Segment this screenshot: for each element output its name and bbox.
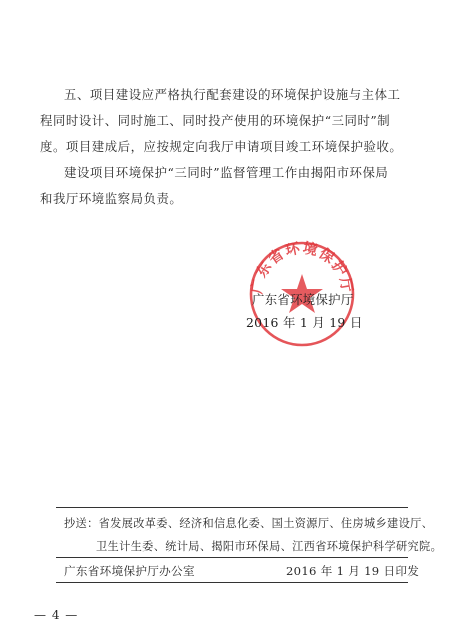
print-date: 2016 年 1 月 19 日印发 (286, 564, 420, 578)
signature-organization: 广东省环境保护厅 (252, 292, 354, 307)
cc-bottom-rule (56, 557, 408, 558)
paragraph-supervision-line-2: 和我厅环境监察局负责。 (40, 191, 183, 206)
paragraph-supervision-line-1: 建设项目环境保护“三同时”监督管理工作由揭阳市环保局 (64, 165, 389, 180)
svg-text:广东省环境保护厅: 广东省环境保护厅 (249, 240, 355, 296)
paragraph-five-line-1: 五、项目建设应严格执行配套建设的环境保护设施与主体工 (64, 87, 401, 102)
paragraph-five-line-3: 度。项目建成后，应按规定向我厅申请项目竣工环境保护验收。 (40, 139, 403, 154)
cc-line-2: 卫生计生委、统计局、揭阳市环保局、江西省环境保护科学研究院。 (96, 540, 443, 553)
issuing-office: 广东省环境保护厅办公室 (64, 564, 195, 578)
footer-bottom-rule (56, 582, 408, 583)
paragraph-five-line-2: 程同时设计、同时施工、同时投产使用的环境保护“三同时”制 (40, 113, 391, 128)
page-number: — 4 — (34, 608, 79, 622)
cc-line-1: 抄送：省发展改革委、经济和信息化委、国土资源厅、住房城乡建设厅、 (64, 517, 434, 530)
signature-date: 2016 年 1 月 19 日 (246, 315, 363, 330)
cc-top-rule (56, 507, 408, 508)
